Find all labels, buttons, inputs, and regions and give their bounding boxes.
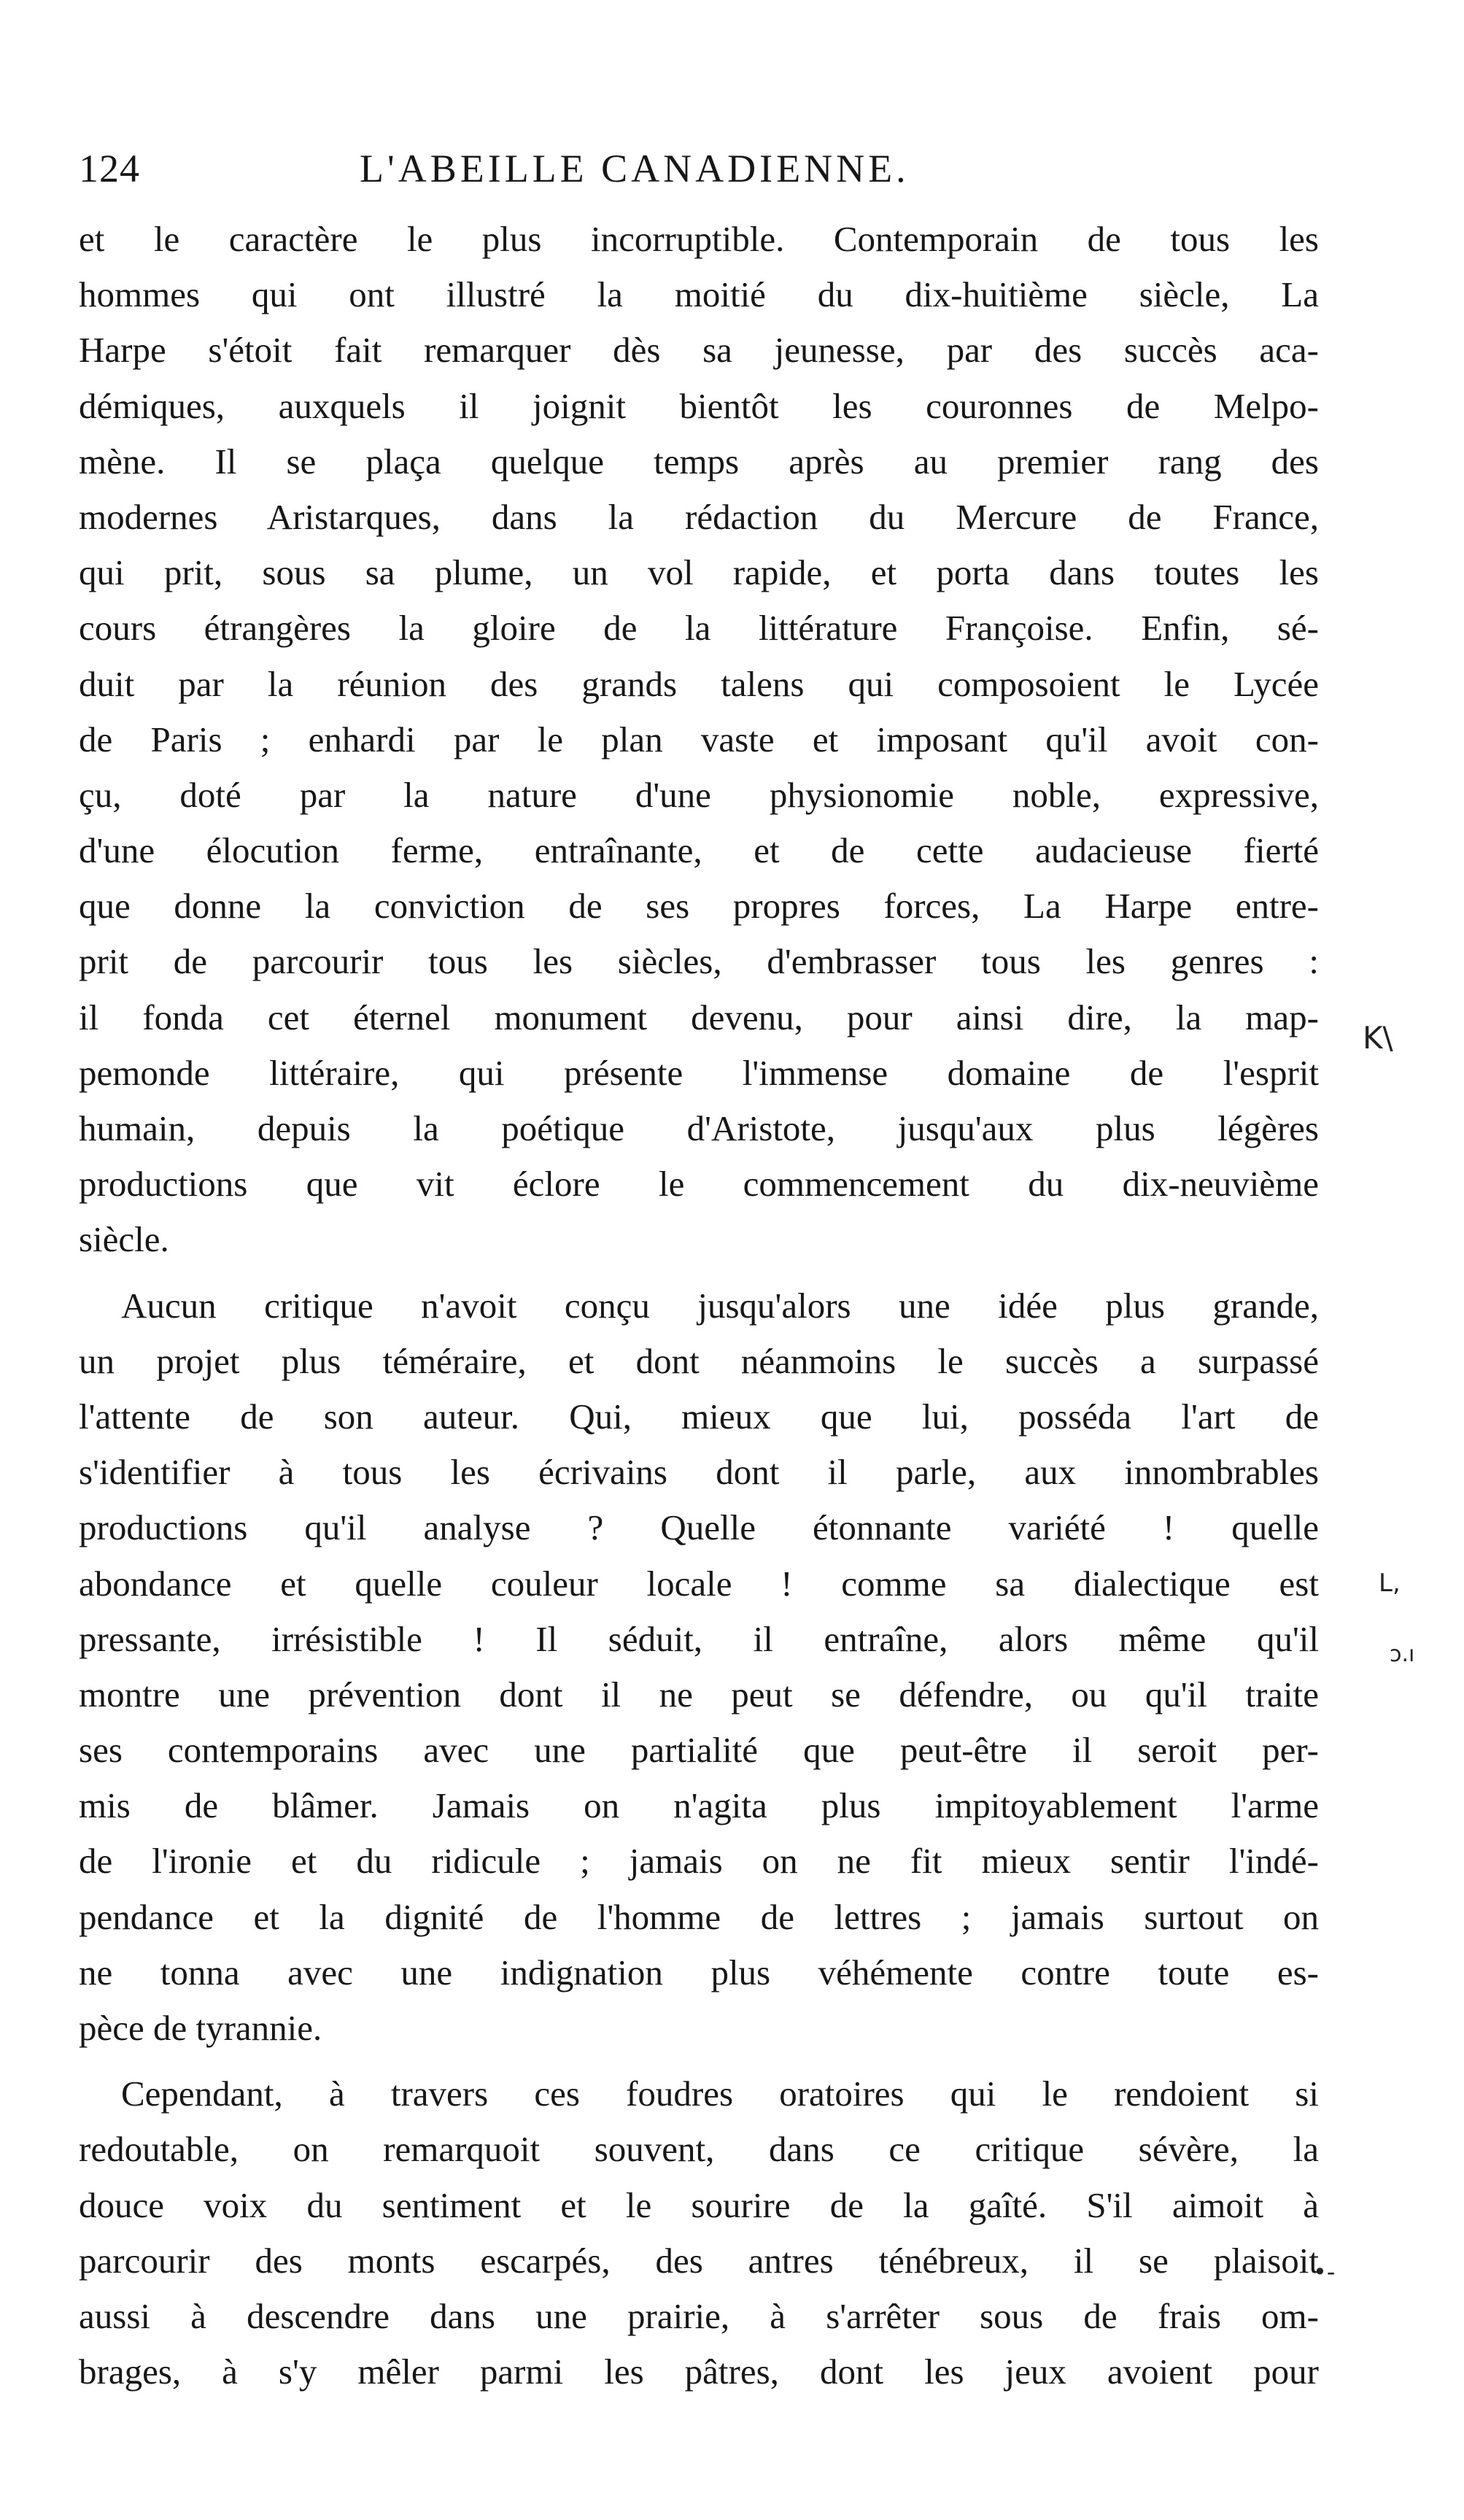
text-line: un projet plus téméraire, et dont néanmoins le succès a surpassé: [79, 1340, 1319, 1381]
text-line: aussi à descendre dans une prairie, à s'arrêter sous de frais om-: [79, 2295, 1319, 2336]
page-number: 124: [79, 147, 140, 190]
margin-mark: •-: [1313, 2258, 1336, 2286]
text-line: pendance et la dignité de l'homme de lettres ; jamais surtout on: [79, 1896, 1319, 1937]
text-line: l'attente de son auteur. Qui, mieux que lui, posséda l'art de: [79, 1396, 1319, 1437]
text-line: démiques, auxquels il joignit bientôt les couronnes de Melpo-: [79, 385, 1319, 426]
text-line: mène. Il se plaça quelque temps après au premier rang des: [79, 441, 1319, 482]
text-line: cours étrangères la gloire de la littérature Françoise. Enfin, sé-: [79, 608, 1319, 649]
paragraph: [79, 2066, 1319, 2400]
text-line: humain, depuis la poétique d'Aristote, jusqu'aux plus légères: [79, 1108, 1319, 1148]
book-page: [79, 146, 1319, 2400]
margin-mark: K\: [1363, 1020, 1393, 1056]
paragraph-gap: [79, 1268, 1319, 1278]
text-line: de Paris ; enhardi par le plan vaste et imposant qu'il avoit con-: [79, 719, 1319, 760]
text-line: pèce de tyrannie.: [79, 2008, 322, 2048]
text-line: hommes qui ont illustré la moitié du dix-huitième siècle, La: [79, 274, 1319, 315]
text-line: prit de parcourir tous les siècles, d'embrasser tous les genres :: [79, 941, 1319, 982]
text-line: Cependant, à travers ces foudres oratoires qui le rendoient si: [121, 2073, 1319, 2114]
text-line: parcourir des monts escarpés, des antres ténébreux, il se plaisoit: [79, 2240, 1319, 2281]
text-line: montre une prévention dont il ne peut se défendre, ou qu'il traite: [79, 1674, 1319, 1715]
text-line: pressante, irrésistible ! Il séduit, il entraîne, alors même qu'il: [79, 1618, 1319, 1659]
text-line: modernes Aristarques, dans la rédaction du Mercure de France,: [79, 496, 1319, 537]
text-line: duit par la réunion des grands talens qui composoient le Lycée: [79, 663, 1319, 704]
running-title: L'ABEILLE CANADIENNE.: [360, 147, 910, 190]
text-line: siècle.: [79, 1219, 169, 1260]
text-line: abondance et quelle couleur locale ! comme sa dialectique est: [79, 1563, 1319, 1604]
paragraph: [79, 1278, 1319, 2057]
text-line: douce voix du sentiment et le sourire de la gaîté. S'il aimoit à: [79, 2184, 1319, 2225]
text-line: pemonde littéraire, qui présente l'immense domaine de l'esprit: [79, 1052, 1319, 1093]
margin-mark: ɔ.ı: [1390, 1642, 1415, 1667]
text-line: et le caractère le plus incorruptible. Contemporain de tous les: [79, 219, 1319, 259]
text-line: ne tonna avec une indignation plus véhémente contre toute es-: [79, 1952, 1319, 1993]
text-line: il fonda cet éternel monument devenu, pour ainsi dire, la map-: [79, 997, 1319, 1037]
text-line: de l'ironie et du ridicule ; jamais on ne fit mieux sentir l'indé-: [79, 1841, 1319, 1882]
text-line: mis de blâmer. Jamais on n'agita plus impitoyablement l'arme: [79, 1785, 1319, 1826]
text-line: redoutable, on remarquoit souvent, dans ce critique sévère, la: [79, 2129, 1319, 2170]
text-line: que donne la conviction de ses propres forces, La Harpe entre-: [79, 886, 1319, 927]
text-line: productions qu'il analyse ? Quelle étonnante variété ! quelle: [79, 1507, 1319, 1548]
text-line: qui prit, sous sa plume, un vol rapide, et porta dans toutes les: [79, 552, 1319, 593]
running-head: [79, 146, 1319, 212]
body-text: [79, 212, 1319, 2400]
text-line: Harpe s'étoit fait remarquer dès sa jeunesse, par des succès aca-: [79, 330, 1319, 371]
text-line: productions que vit éclore le commencement du dix-neuvième: [79, 1164, 1319, 1205]
text-line: s'identifier à tous les écrivains dont il parle, aux innombrables: [79, 1452, 1319, 1493]
text-line: çu, doté par la nature d'une physionomie noble, expressive,: [79, 774, 1319, 815]
text-line: ses contemporains avec une partialité que peut-être il seroit per-: [79, 1730, 1319, 1771]
paragraph: [79, 212, 1319, 1268]
text-line: d'une élocution ferme, entraînante, et de cette audacieuse fierté: [79, 830, 1319, 871]
text-line: brages, à s'y mêler parmi les pâtres, dont les jeux avoient pour: [79, 2351, 1319, 2392]
paragraph-gap: [79, 2056, 1319, 2066]
text-line: Aucun critique n'avoit conçu jusqu'alors une idée plus grande,: [121, 1285, 1319, 1326]
margin-mark: L,: [1379, 1569, 1401, 1598]
